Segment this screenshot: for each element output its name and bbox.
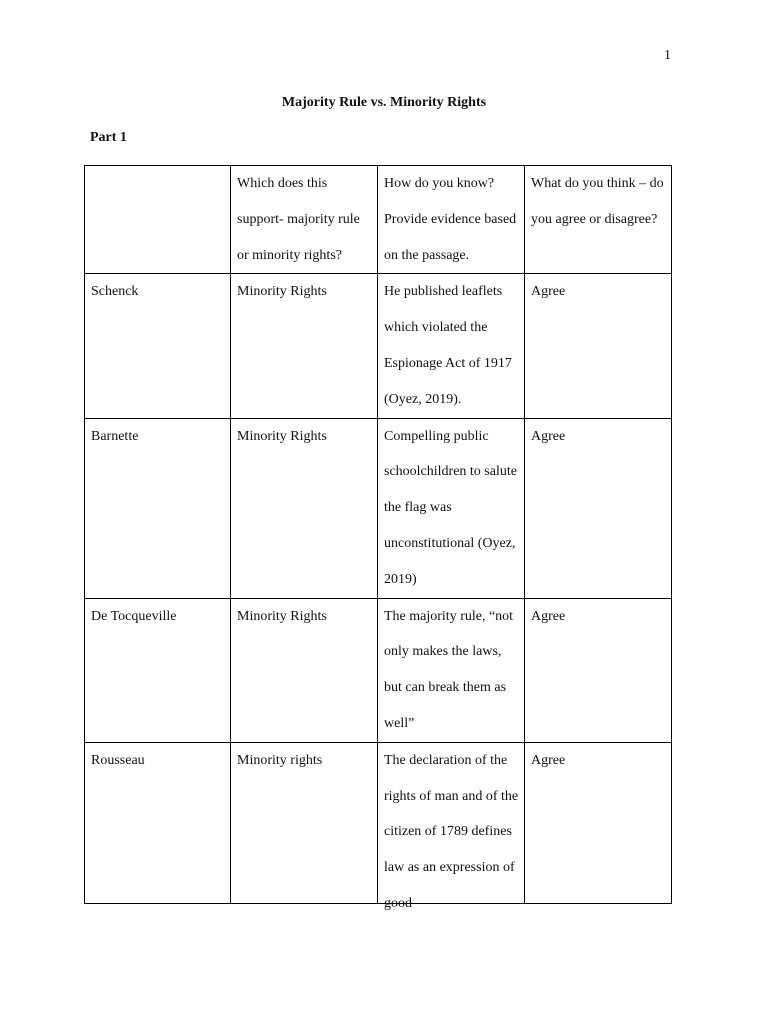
row-opinion-cell	[525, 742, 672, 903]
row-name: De Tocqueville	[91, 608, 177, 624]
table-row	[85, 274, 672, 418]
row-name: Barnette	[91, 428, 139, 444]
page-number: 1	[664, 48, 671, 63]
document-title: Majority Rule vs. Minority Rights	[281, 95, 487, 110]
row-opinion-cell	[525, 598, 672, 742]
row-evidence-cell	[378, 598, 525, 742]
row-evidence-cell	[378, 418, 525, 598]
row-opinion-cell	[525, 274, 672, 418]
row-opinion: Agree	[531, 608, 566, 624]
row-name-cell	[85, 418, 231, 598]
row-opinion: Agree	[531, 428, 566, 444]
header-cell-support	[231, 166, 378, 274]
table-row	[85, 742, 672, 903]
row-opinion: Agree	[531, 284, 566, 300]
row-support-cell	[231, 742, 378, 903]
row-name-cell	[85, 274, 231, 418]
row-evidence-cell	[378, 742, 525, 911]
table-row	[85, 418, 672, 598]
row-support-cell	[231, 598, 378, 742]
row-opinion: Agree	[531, 752, 566, 768]
row-name-cell	[85, 742, 231, 903]
header-cell-blank	[85, 166, 231, 274]
comparison-table	[84, 165, 672, 911]
header-evidence-text: How do you know? Provide evidence based on the passage.	[384, 176, 517, 263]
header-cell-opinion	[525, 166, 672, 274]
row-support: Minority Rights	[237, 284, 327, 300]
row-support: Minority Rights	[237, 608, 327, 624]
table-row	[85, 598, 672, 742]
header-support-text: Which does this support- majority rule or minority rights?	[237, 176, 360, 263]
header-opinion-text: What do you think – do you agree or disagree?	[531, 176, 664, 227]
row-name: Rousseau	[91, 752, 145, 768]
row-name: Schenck	[91, 284, 139, 300]
row-support-cell	[231, 274, 378, 418]
row-support: Minority rights	[237, 752, 323, 768]
row-opinion-cell	[525, 418, 672, 598]
row-evidence: The declaration of the rights of man and of the citizen of 1789 defines law as an expression of good	[384, 752, 519, 911]
row-evidence: Compelling public schoolchildren to salute the flag was unconstitutional (Oyez, 2019)	[384, 428, 517, 587]
row-evidence: The majority rule, “not only makes the laws, but can break them as well”	[384, 608, 514, 731]
row-name-cell	[85, 598, 231, 742]
table-header-row	[85, 166, 672, 274]
header-cell-evidence	[378, 166, 525, 274]
row-support: Minority Rights	[237, 428, 327, 444]
section-heading: Part 1	[90, 130, 127, 145]
row-evidence-cell	[378, 274, 525, 418]
row-support-cell	[231, 418, 378, 598]
row-evidence: He published leaflets which violated the Espionage Act of 1917 (Oyez, 2019).	[384, 284, 512, 407]
